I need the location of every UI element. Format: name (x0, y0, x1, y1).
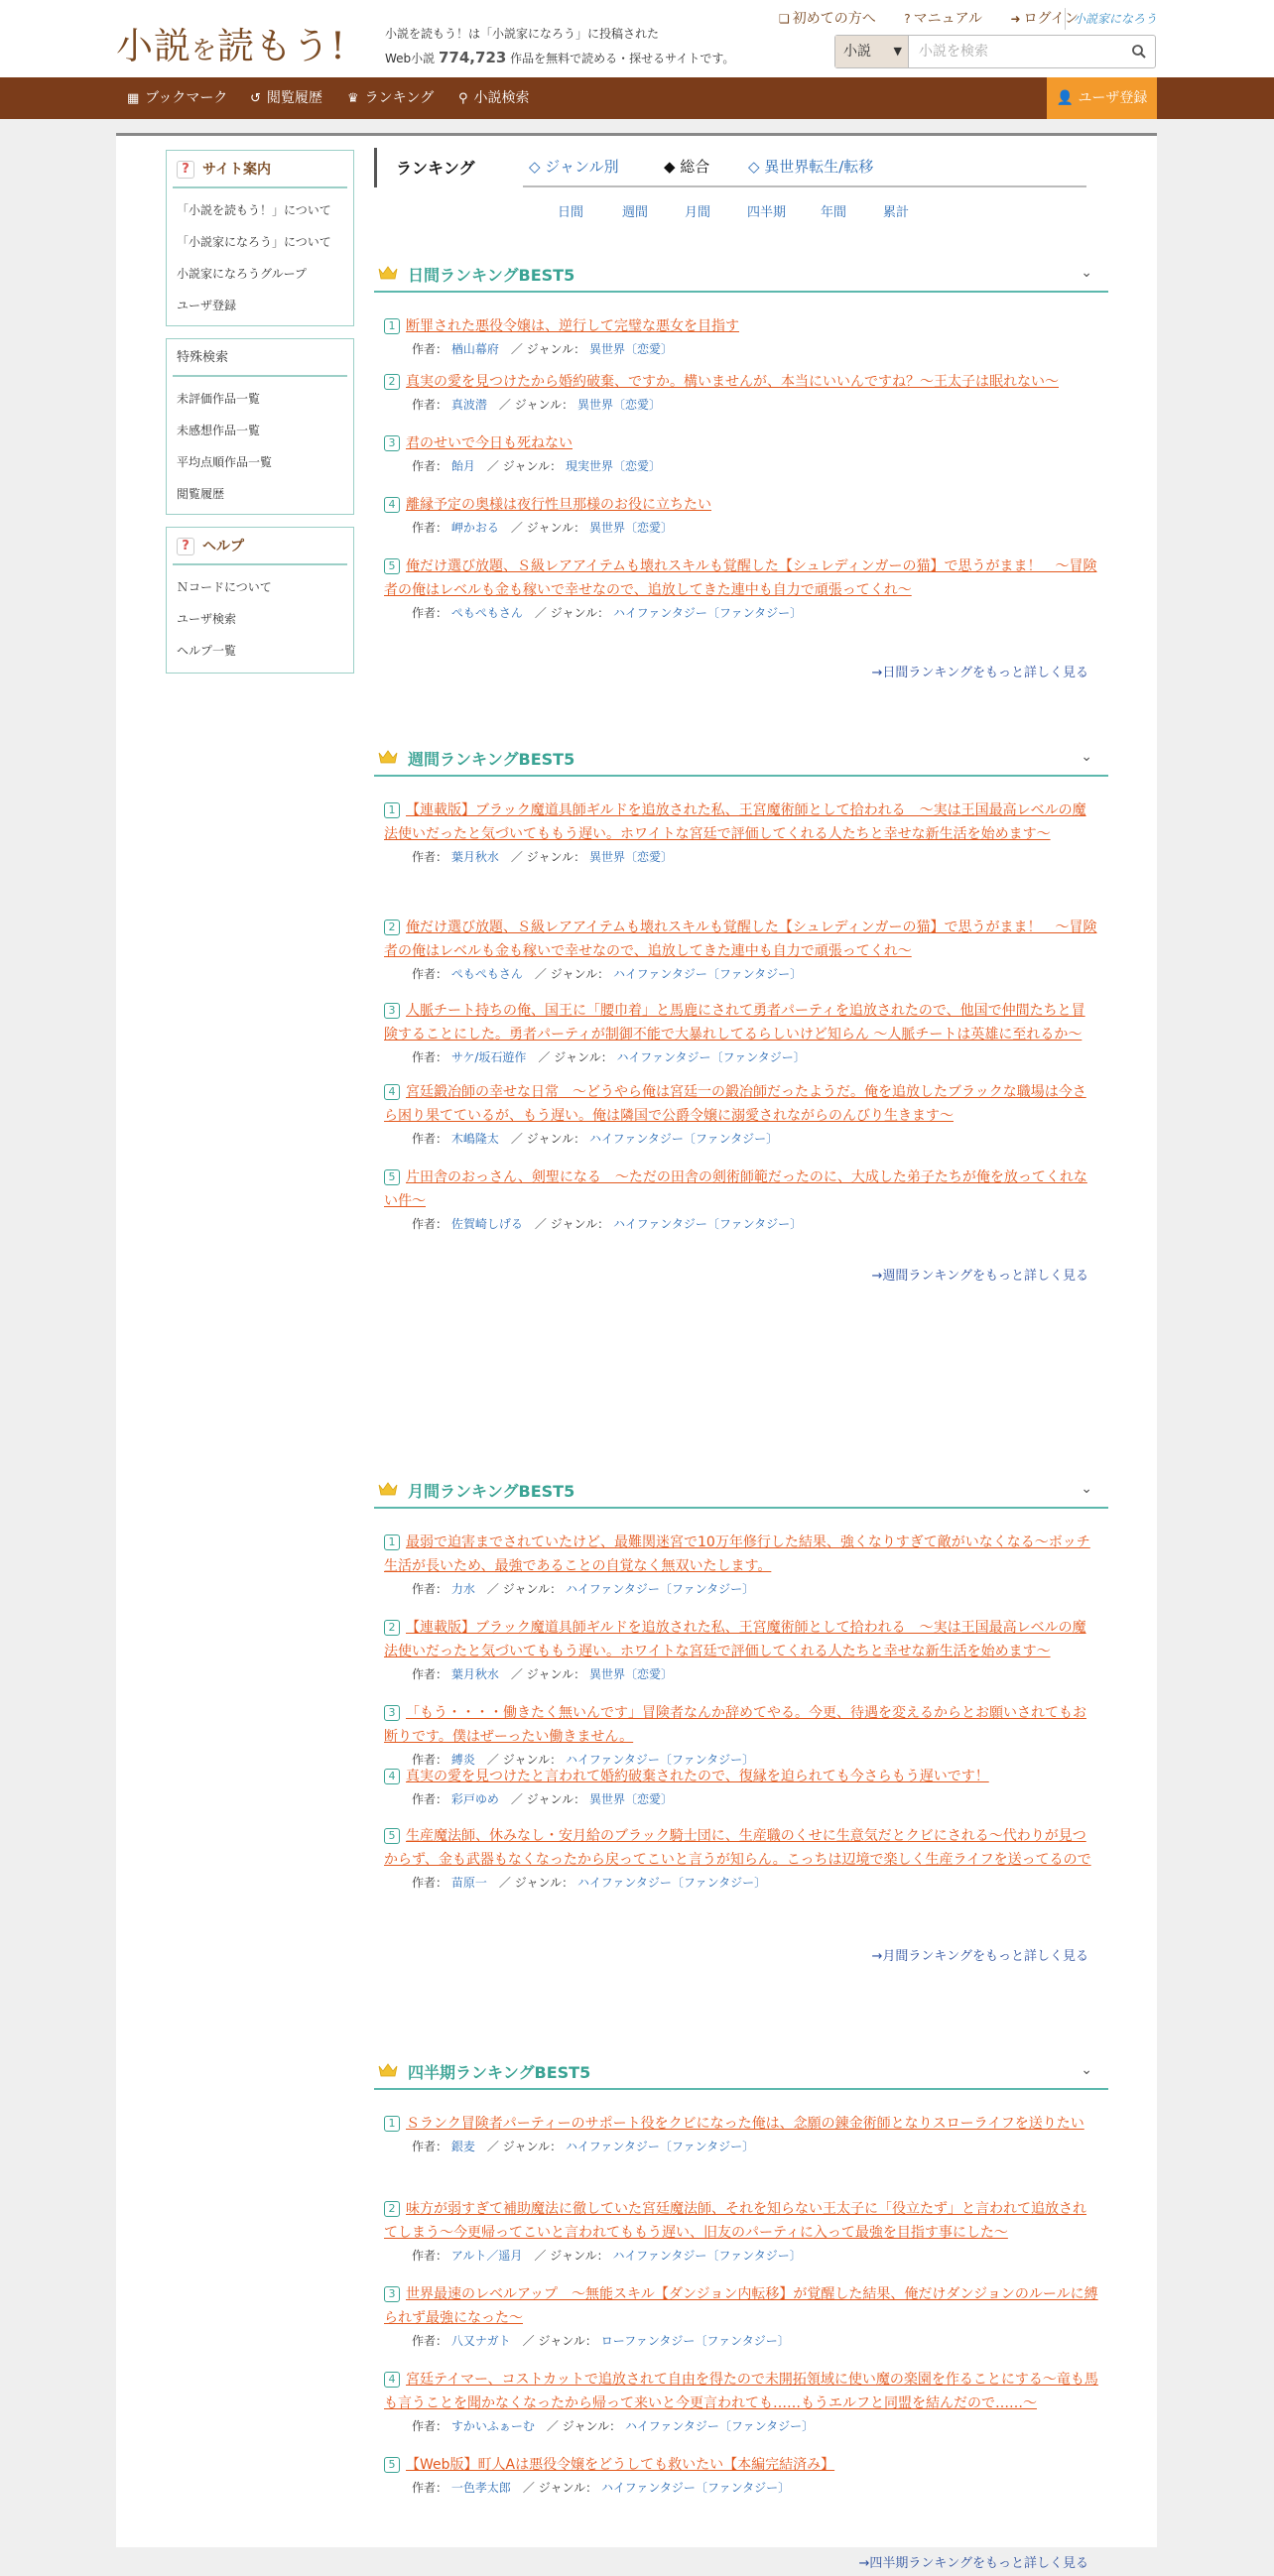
author-link[interactable]: 葉月秋水 (450, 850, 499, 864)
tagline-prefix: Web小説 (385, 52, 436, 65)
genre-label: ジャンル： (526, 521, 586, 535)
tab-underline (523, 185, 1086, 187)
novel-meta: 作者： 木嶋隆太 ／ ジャンル： ハイファンタジー〔ファンタジー〕 (412, 1132, 779, 1146)
rank-number: 5 (384, 2457, 400, 2473)
novel-title-link[interactable]: 宮廷鍛冶師の幸せな日常 〜どうやら俺は宮廷一の鍛冶師だったようだ。俺を追放したブラックな職場は今さら困り果てているが、もう遅い。俺は隣国で公爵令嬢に溺愛されながらのんびり生きます〜 (384, 1084, 1086, 1124)
period-total[interactable]: 累計 (883, 205, 910, 220)
ranking-section (374, 253, 1108, 685)
login-link-label: ログイン (1023, 11, 1079, 27)
novel-title-link[interactable]: 【Web版】町人Aは悪役令嬢をどうしても救いたい【本編完結済み】 (406, 2457, 835, 2473)
user-register-button[interactable] (1047, 77, 1157, 119)
search-input[interactable]: 小説を検索 (919, 44, 988, 60)
search-type-select[interactable] (835, 36, 909, 67)
tab-isekai[interactable]: ◇ 異世界転生/転移 (748, 158, 874, 176)
ranking-section (374, 1469, 1108, 1969)
help-box (166, 527, 354, 674)
ranking-entry (384, 314, 1098, 357)
rank-number: 3 (384, 2286, 400, 2302)
genre-label: ジャンル： (502, 2140, 563, 2153)
logo-text-1: 小説 (116, 25, 191, 67)
chevron-down-icon[interactable]: ⌄ (1081, 749, 1092, 765)
ranking-entry (384, 2112, 1098, 2154)
rank-number: 2 (384, 2201, 400, 2217)
chevron-down-icon[interactable]: ⌄ (1081, 2062, 1092, 2078)
novel-title-link[interactable]: 生産魔法師、休みなし・安月給のブラック騎士団に、生産職のくせに生意気だとクビにされる〜代わりが見つからず、金も武器もなくなったから戻ってこいと言うが知らん。こっちは辺境で楽しく生産ライフを送ってるので (384, 1828, 1091, 1868)
user-icon: 👤 (1056, 90, 1074, 106)
novel-title-link[interactable]: 俺だけ選び放題、Ｓ級レアアイテムも壊れスキルも覚醒した【シュレディンガーの猫】で思うがまま！ 〜冒険者の俺はレベルも金も稼いで幸せなので、追放してきた連中も自力で頑張ってくれ〜 (384, 558, 1097, 598)
author-link[interactable]: 佐賀崎しげる (450, 1217, 523, 1231)
ranking-entry (384, 2368, 1098, 2434)
novel-meta: 作者： 八又ナガト ／ ジャンル： ローファンタジー〔ファンタジー〕 (412, 2334, 790, 2348)
author-link[interactable]: 一色孝太郎 (450, 2481, 511, 2495)
author-link[interactable]: 彩戸ゆめ (450, 1792, 499, 1806)
ranking-entry (384, 916, 1098, 982)
novel-meta: 作者： 飴月 ／ ジャンル： 現実世界〔恋愛〕 (412, 459, 661, 473)
tab-genre[interactable]: ◇ ジャンル別 (529, 158, 619, 176)
genre-label: ジャンル： (526, 1667, 586, 1681)
genre-link[interactable]: 異世界〔恋愛〕 (588, 342, 673, 356)
rank-number: 4 (384, 2372, 400, 2388)
author-label: 作者： (412, 1582, 448, 1596)
author-label: 作者： (412, 2140, 448, 2153)
ranking-entry (384, 999, 1098, 1065)
novel-meta: 作者： 彩戸ゆめ ／ ジャンル： 異世界〔恋愛〕 (412, 1792, 673, 1806)
section-title: 月間ランキングBEST5 (408, 1482, 575, 1501)
tab-ranking: ランキング (396, 159, 475, 178)
genre-label: ジャンル： (550, 2249, 609, 2263)
author-label: 作者： (412, 459, 448, 473)
tagline-line1: 小説を読もう！は「小説家になろう」に投稿された (385, 27, 660, 41)
ranking-entry (384, 554, 1098, 621)
help-item[interactable]: ユーザ検索 (177, 612, 237, 626)
author-link[interactable]: 飴月 (450, 459, 475, 473)
section-header[interactable] (374, 737, 1108, 777)
genre-link[interactable]: ハイファンタジー〔ファンタジー〕 (600, 2481, 791, 2495)
nav-search-label: 小説検索 (473, 90, 530, 106)
history-icon: ↺ (250, 91, 261, 106)
novel-title-link[interactable]: 世界最速のレベルアップ 〜無能スキル【ダンジョン内転移】が覚醒した結果、俺だけダンジョンのルールに縛られず最強になった〜 (384, 2286, 1098, 2326)
rank-number: 4 (384, 1084, 400, 1100)
novel-title-link[interactable]: 【連載版】ブラック魔道具師ギルドを追放された私、王宮魔術師として拾われる 〜実は王国最高レベルの魔法使いだったと気づいてももう遅い。ホワイトな宮廷で評価してくれる人たちと幸せな新生活を始めます〜 (384, 802, 1086, 842)
novel-title-link[interactable]: 宮廷テイマー、コストカットで追放されて自由を得たので未開拓領域に使い魔の楽園を作ることにする〜竜も馬も言うことを聞かなくなったから帰って来いと今更言われても……もうエルフと同盟を結んだので……〜 (384, 2372, 1098, 2411)
author-link[interactable]: 岬かおる (450, 521, 499, 535)
ranking-tabs (374, 148, 1086, 187)
search-icon[interactable] (1131, 44, 1147, 60)
book-icon: ❏ (779, 12, 790, 26)
rank-number: 5 (384, 558, 400, 574)
novel-title-link[interactable]: 「もう・・・・働きたく無いんです」冒険者なんか辞めてやる。今更、待遇を変えるからとお願いされてもお断りです。僕はぜーったい働きません。 (384, 1705, 1086, 1745)
novel-meta: 作者： サケ/坂石遊作 ／ ジャンル： ハイファンタジー〔ファンタジー〕 (412, 1050, 806, 1064)
author-link[interactable]: 銀麦 (450, 2140, 475, 2153)
novel-meta: 作者： 葉月秋水 ／ ジャンル： 異世界〔恋愛〕 (412, 850, 673, 864)
nav-history[interactable] (250, 77, 322, 119)
genre-link[interactable]: 異世界〔恋愛〕 (588, 1667, 673, 1681)
genre-link[interactable]: ハイファンタジー〔ファンタジー〕 (612, 606, 803, 620)
ranking-entry (384, 2282, 1098, 2349)
novel-title-link[interactable]: 俺だけ選び放題、Ｓ級レアアイテムも壊れスキルも覚醒した【シュレディンガーの猫】で思うがまま！ 〜冒険者の俺はレベルも金も稼いで幸せなので、追放してきた連中も自力で頑張ってくれ〜 (384, 920, 1097, 959)
genre-link[interactable]: 異世界〔恋愛〕 (588, 1792, 673, 1806)
site-guide-box (166, 150, 354, 326)
chevron-down-icon: ▼ (893, 45, 902, 58)
novel-meta: 作者： 銀麦 ／ ジャンル： ハイファンタジー〔ファンタジー〕 (412, 2140, 755, 2153)
ranking-entry (384, 370, 1098, 413)
genre-label: ジャンル： (502, 459, 563, 473)
genre-link[interactable]: ハイファンタジー〔ファンタジー〕 (588, 1132, 779, 1146)
author-link[interactable]: ぺもぺもさん (450, 967, 523, 981)
ranking-entry (384, 1165, 1098, 1232)
genre-label: ジャンル： (502, 1582, 563, 1596)
author-label: 作者： (412, 342, 448, 356)
novel-title-link[interactable]: 【連載版】ブラック魔道具師ギルドを追放された私、王宮魔術師として拾われる 〜実は王国最高レベルの魔法使いだったと気づいてももう遅い。ホワイトな宮廷で評価してくれる人たちと幸せな新生活を始めます〜 (384, 1620, 1086, 1659)
genre-label: ジャンル： (550, 967, 610, 981)
period-links (374, 201, 1086, 225)
genre-link[interactable]: 異世界〔恋愛〕 (576, 398, 661, 412)
author-label: 作者： (412, 967, 448, 981)
user-register-label: ユーザ登録 (1078, 90, 1148, 106)
tab-overall[interactable]: ◆ 総合 (664, 158, 710, 176)
site-guide-item[interactable]: 小説家になろうグループ (177, 267, 308, 281)
novel-meta: 作者： 楢山幕府 ／ ジャンル： 異世界〔恋愛〕 (412, 342, 673, 356)
crown-icon: ♛ (347, 91, 359, 106)
novel-title-link[interactable]: 片田舎のおっさん、剣聖になる 〜ただの田舎の剣術師範だったのに、大成した弟子たちが俺を放ってくれない件〜 (384, 1169, 1087, 1209)
search-box (834, 35, 1156, 68)
crown-icon (378, 749, 398, 765)
more-ranking-link[interactable]: →週間ランキングをもっと詳しく見る (871, 1269, 1088, 1284)
crown-icon (378, 265, 398, 281)
author-link[interactable]: 木嶋隆太 (450, 1132, 499, 1146)
genre-link[interactable]: ハイファンタジー〔ファンタジー〕 (612, 967, 803, 981)
genre-link[interactable]: ハイファンタジー〔ファンタジー〕 (565, 1582, 755, 1596)
genre-link[interactable]: 異世界〔恋愛〕 (588, 521, 673, 535)
nav-bookmark[interactable] (127, 77, 227, 119)
period-quarterly[interactable]: 四半期 (747, 205, 787, 220)
author-link[interactable]: 真波潜 (450, 398, 487, 412)
help-title: ? ヘルプ (173, 528, 347, 565)
author-link[interactable]: アルト／遥月 (450, 2249, 523, 2263)
section-title: 日間ランキングBEST5 (408, 266, 575, 285)
ranking-section (374, 2050, 1108, 2576)
manual-link-label: マニュアル (913, 11, 983, 27)
novel-meta: 作者： 岬かおる ／ ジャンル： 異世界〔恋愛〕 (412, 521, 673, 535)
special-search-item[interactable]: 閲覧履歴 (177, 487, 225, 501)
author-label: 作者： (412, 1667, 448, 1681)
crown-icon (378, 2062, 398, 2078)
novel-title-link[interactable]: 味方が弱すぎて補助魔法に徹していた宮廷魔法師、それを知らない王太子に「役立たず」と言われて追放されてしまう〜今更帰ってこいと言われてももう遅い、旧友のパーティに入って最強を目指す事にした〜 (384, 2201, 1086, 2241)
novel-title-link[interactable]: 真実の愛を見つけたと言われて婚約破棄されたので、復縁を迫られても今さらもう遅いです！ (406, 1769, 989, 1784)
rank-number: 2 (384, 1620, 400, 1636)
novel-meta: 作者： 縛炎 ／ ジャンル： ハイファンタジー〔ファンタジー〕 (412, 1753, 755, 1767)
nav-ranking-label: ランキング (364, 90, 435, 106)
ranking-entry (384, 1765, 1098, 1807)
genre-label: ジャンル： (562, 2419, 622, 2433)
author-link[interactable]: 八又ナガト (450, 2334, 511, 2348)
ranking-entry (384, 1824, 1098, 1891)
author-label: 作者： (412, 850, 448, 864)
site-guide-item[interactable]: 「小説家になろう」について (177, 235, 331, 249)
ranking-entry (384, 493, 1098, 536)
author-label: 作者： (412, 521, 448, 535)
site-logo[interactable] (116, 16, 346, 69)
novel-title-link[interactable]: 最弱で迫害までされていたけど、最難関迷宮で10万年修行した結果、強くなりすぎて敵がいなくなる〜ボッチ生活が長いため、最強であることの自覚なく無双いたします。 (384, 1534, 1090, 1574)
novel-meta: 作者： アルト／遥月 ／ ジャンル： ハイファンタジー〔ファンタジー〕 (412, 2249, 802, 2263)
section-title: 四半期ランキングBEST5 (408, 2063, 591, 2082)
author-label: 作者： (412, 1050, 448, 1064)
rank-number: 1 (384, 2116, 400, 2132)
ranking-entry (384, 1616, 1098, 1682)
author-link[interactable]: サケ/坂石遊作 (450, 1050, 527, 1064)
ranking-entry (384, 1080, 1098, 1147)
genre-link[interactable]: ハイファンタジー〔ファンタジー〕 (612, 2249, 802, 2263)
ranking-entry (384, 431, 1098, 474)
genre-label: ジャンル： (526, 1132, 586, 1146)
question-icon: ? (177, 161, 194, 179)
author-link[interactable]: 楢山幕府 (450, 342, 499, 356)
genre-link[interactable]: ローファンタジー〔ファンタジー〕 (600, 2334, 790, 2348)
site-guide-item[interactable]: ユーザ登録 (177, 299, 237, 312)
site-guide-item[interactable]: 「小説を読もう！」について (177, 203, 331, 217)
rank-number: 1 (384, 802, 400, 818)
genre-label: ジャンル： (526, 1792, 586, 1806)
rank-number: 5 (384, 1828, 400, 1844)
author-link[interactable]: 苗原一 (450, 1876, 487, 1890)
section-title: 週間ランキングBEST5 (408, 750, 575, 769)
author-link[interactable]: ぺもぺもさん (450, 606, 523, 620)
logo-text-3: 読もう! (217, 25, 346, 67)
author-label: 作者： (412, 1753, 448, 1767)
rank-number: 3 (384, 435, 400, 451)
site-header (0, 0, 1274, 77)
period-yearly[interactable]: 年間 (821, 205, 847, 220)
author-label: 作者： (412, 2419, 448, 2433)
author-label: 作者： (412, 2334, 448, 2348)
help-item[interactable]: ヘルプ一覧 (177, 644, 237, 658)
section-header[interactable] (374, 2050, 1108, 2090)
author-link[interactable]: 縛炎 (450, 1753, 475, 1767)
novel-meta: 作者： 真波潜 ／ ジャンル： 異世界〔恋愛〕 (412, 398, 661, 412)
login-icon: ➜ (1010, 12, 1021, 26)
nav-search[interactable] (458, 77, 530, 119)
top-links (779, 8, 1102, 28)
genre-link[interactable]: 現実世界〔恋愛〕 (565, 459, 661, 473)
genre-link[interactable]: 異世界〔恋愛〕 (588, 850, 673, 864)
search-type-value: 小説 (843, 44, 871, 60)
novel-meta: 作者： すかいふぁーむ ／ ジャンル： ハイファンタジー〔ファンタジー〕 (412, 2419, 815, 2433)
question-icon: ? (904, 12, 911, 26)
rank-number: 2 (384, 374, 400, 390)
site-guide-title: ? サイト案内 (173, 151, 347, 188)
novel-title-link[interactable]: 人脈チート持ちの俺、国王に「腰巾着」と馬鹿にされて勇者パーティを追放されたので、他国で仲間たちと冒険することにした。勇者パーティが制御不能で大暴れしてるらしいけど知らん 〜人脈チートは英雄に至れるか〜 (384, 1003, 1085, 1043)
author-label: 作者： (412, 1132, 448, 1146)
section-header[interactable] (374, 253, 1108, 293)
beginner-link-label: 初めての方へ (792, 11, 876, 27)
author-label: 作者： (412, 1792, 448, 1806)
rank-number: 1 (384, 1534, 400, 1550)
author-label: 作者： (412, 2249, 448, 2263)
genre-label: ジャンル： (554, 1050, 613, 1064)
novel-title-link[interactable]: Ｓランク冒険者パーティーのサポート役をクビになった俺は、念願の錬金術師となりスローライフを送りたい (406, 2116, 1084, 2132)
special-search-item[interactable]: 平均点順作品一覧 (177, 455, 273, 469)
nav-bookmark-label: ブックマーク (145, 90, 228, 106)
genre-link[interactable]: ハイファンタジー〔ファンタジー〕 (565, 1753, 755, 1767)
question-icon: ? (177, 538, 194, 555)
nav-ranking[interactable] (347, 77, 434, 119)
genre-link[interactable]: ハイファンタジー〔ファンタジー〕 (576, 1876, 767, 1890)
more-ranking-link[interactable]: →四半期ランキングをもっと詳しく見る (858, 2556, 1088, 2571)
novel-meta: 作者： 苗原一 ／ ジャンル： ハイファンタジー〔ファンタジー〕 (412, 1876, 767, 1890)
author-label: 作者： (412, 1876, 448, 1890)
genre-label: ジャンル： (550, 606, 610, 620)
author-label: 作者： (412, 398, 448, 412)
nav-history-label: 閲覧履歴 (266, 90, 322, 106)
genre-link[interactable]: ハイファンタジー〔ファンタジー〕 (565, 2140, 755, 2153)
genre-label: ジャンル： (538, 2334, 597, 2348)
novel-meta: 作者： ぺもぺもさん ／ ジャンル： ハイファンタジー〔ファンタジー〕 (412, 967, 803, 981)
ranking-entry (384, 1531, 1098, 1597)
period-monthly[interactable]: 月間 (685, 205, 711, 220)
genre-label: ジャンル： (502, 1753, 563, 1767)
site-tagline (385, 22, 734, 70)
special-search-title: 特殊検索 (173, 339, 347, 377)
ranking-entry (384, 2453, 1098, 2496)
chevron-down-icon[interactable]: ⌄ (1081, 265, 1092, 281)
main-nav (0, 77, 1274, 119)
tab-marker (374, 148, 377, 187)
author-label: 作者： (412, 606, 448, 620)
special-search-item[interactable]: 未感想作品一覧 (177, 424, 261, 437)
novel-meta: 作者： 葉月秋水 ／ ジャンル： 異世界〔恋愛〕 (412, 1667, 673, 1681)
more-ranking-link[interactable]: →月間ランキングをもっと詳しく見る (871, 1949, 1088, 1964)
special-search-box (166, 338, 354, 515)
author-label: 作者： (412, 1217, 448, 1231)
help-item[interactable]: Ｎコードについて (177, 580, 272, 594)
genre-link[interactable]: ハイファンタジー〔ファンタジー〕 (616, 1050, 806, 1064)
ranking-entry (384, 798, 1098, 865)
novel-meta: 作者： 一色孝太郎 ／ ジャンル： ハイファンタジー〔ファンタジー〕 (412, 2481, 791, 2495)
period-weekly[interactable]: 週間 (622, 205, 649, 220)
author-link[interactable]: 葉月秋水 (450, 1667, 499, 1681)
rank-number: 4 (384, 1769, 400, 1784)
novel-count: 774,723 (439, 49, 507, 66)
rank-number: 3 (384, 1705, 400, 1721)
genre-label: ジャンル： (550, 1217, 610, 1231)
bookmark-icon: ▦ (127, 91, 140, 106)
novel-meta: 作者： ぺもぺもさん ／ ジャンル： ハイファンタジー〔ファンタジー〕 (412, 606, 803, 620)
content-area (116, 133, 1157, 2571)
genre-label: ジャンル： (514, 1876, 574, 1890)
beginner-link[interactable] (779, 11, 888, 27)
genre-label: ジャンル： (514, 398, 574, 412)
special-search-item[interactable]: 未評価作品一覧 (177, 392, 261, 406)
novel-meta: 作者： 佐賀崎しげる ／ ジャンル： ハイファンタジー〔ファンタジー〕 (412, 1217, 803, 1231)
rank-number: 4 (384, 497, 400, 513)
author-label: 作者： (412, 2481, 448, 2495)
more-ranking-link[interactable]: →日間ランキングをもっと詳しく見る (871, 666, 1088, 680)
novel-meta: 作者： 力水 ／ ジャンル： ハイファンタジー〔ファンタジー〕 (412, 1582, 755, 1596)
ranking-section (374, 737, 1108, 1288)
genre-label: ジャンル： (526, 850, 586, 864)
genre-label: ジャンル： (538, 2481, 598, 2495)
rank-number: 3 (384, 1003, 400, 1019)
novel-title-link[interactable]: 真実の愛を見つけたから婚約破棄、ですか。構いませんが、本当にいいんですね？〜王太子は眠れない〜 (406, 374, 1059, 390)
manual-link[interactable] (904, 11, 994, 27)
period-daily[interactable]: 日間 (558, 205, 584, 220)
crown-icon (378, 1481, 398, 1497)
section-header[interactable] (374, 1469, 1108, 1509)
search-icon: ⚲ (458, 91, 468, 106)
rank-number: 2 (384, 920, 400, 935)
ranking-entry (384, 2197, 1098, 2264)
tagline-suffix: 作品を無料で読める・探せるサイトです。 (510, 52, 735, 65)
novel-title-link[interactable]: 離縁予定の奥様は夜行性旦那様のお役に立ちたい (406, 497, 711, 513)
chevron-down-icon[interactable]: ⌄ (1081, 1481, 1092, 1497)
narou-logo-link[interactable]: 小説家になろう (1065, 8, 1156, 30)
novel-title-link[interactable]: 君のせいで今日も死ねない (406, 435, 573, 451)
genre-label: ジャンル： (526, 342, 586, 356)
author-link[interactable]: 力水 (450, 1582, 475, 1596)
genre-link[interactable]: ハイファンタジー〔ファンタジー〕 (612, 1217, 803, 1231)
novel-title-link[interactable]: 断罪された悪役令嬢は、逆行して完璧な悪女を目指す (406, 318, 739, 334)
rank-number: 5 (384, 1169, 400, 1185)
logo-text-2: を (191, 36, 218, 64)
author-link[interactable]: すかいふぁーむ (450, 2419, 535, 2433)
ranking-entry (384, 1701, 1098, 1768)
rank-number: 1 (384, 318, 400, 334)
genre-link[interactable]: ハイファンタジー〔ファンタジー〕 (624, 2419, 815, 2433)
